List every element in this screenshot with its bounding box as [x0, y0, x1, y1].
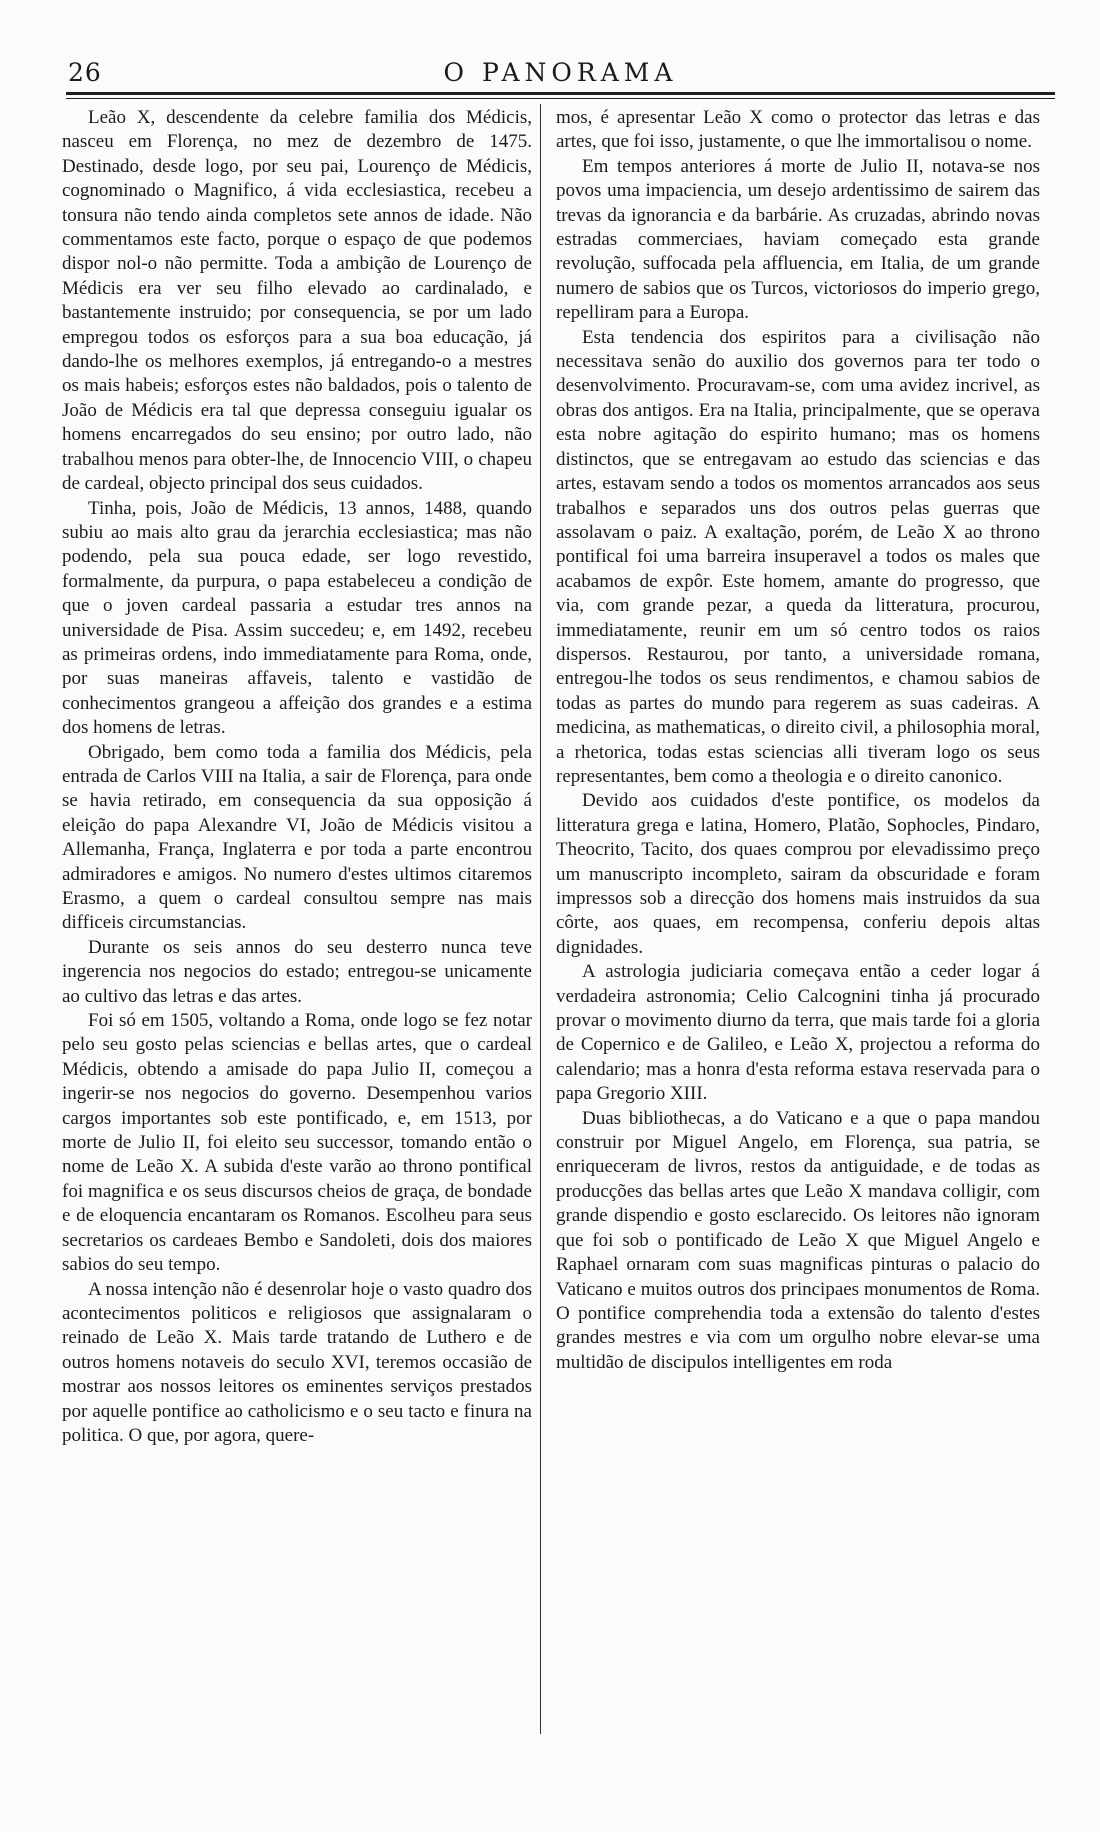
paragraph: A astrologia judiciaria começava então a ceder logar á verdadeira astronomia; Celio Calcognini tinha já procurado provar o movimento diurno da terra, que mais tarde foi a gloria de Copernico e de Galileo, e Leão X, projectou a reforma do calendario; mas a honra d'esta reforma estava reservada para o papa Gregorio XIII. — [556, 961, 1040, 1105]
paragraph: Devido aos cuidados d'este pontifice, os modelos da litteratura grega e latina, Homero, Platão, Sophocles, Pindaro, Theocrito, Tacito, dos quaes comprou por elevadissimo preço um manuscripto incompleto, sairam da obscuridade e foram impressos sob a direcção dos homens mais instruidos da sua côrte, aos quaes, em recompensa, conferiu depois altas dignidades. — [556, 790, 1040, 958]
left-column — [62, 106, 532, 1448]
paragraph: Foi só em 1505, voltando a Roma, onde logo se fez notar pelo seu gosto pelas sciencias e bellas artes, que o cardeal Médicis, obtendo a amisade do papa Julio II, começou a ingerir-se nos negocios do governo. Desempenhou varios cargos importantes sob este pontificado, e, em 1513, por morte de Julio II, foi eleito seu successor, tomando então o nome de Leão X. A subida d'este varão ao throno pontifical foi magnifica e os seus discursos cheios de graça, de bondade e de eloquencia encantaram os Romanos. Escolheu para seus secretarios os cardeaes Bembo e Sandoleti, dois dos maiores sabios do seu tempo. — [62, 1010, 532, 1276]
paragraph: Em tempos anteriores á morte de Julio II, notava-se nos povos uma impaciencia, um desejo ardentissimo de sairem das trevas da ignorancia e da barbárie. As cruzadas, abrindo novas estradas commerciaes, haviam começado esta grande revolução, suffocada pela affluencia, em Italia, de um grande numero de sabios que os Turcos, victoriosos do imperio grego, repelliram para a Europa. — [556, 155, 1040, 324]
paragraph: Leão X, descendente da celebre familia dos Médicis, nasceu em Florença, no mez de dezembro de 1475. Destinado, desde logo, por seu pai, Lourenço de Médicis, cognominado o Magnifico, á vida ecclesiastica, recebeu a tonsura não tendo ainda completos sete annos de idade. Não commentamos este facto, porque o espaço de que podemos dispor nol-o não permitte. Toda a ambição de Lourenço de Médicis era ver seu filho elevado ao cardinalado, e bastantemente instruido; por consequencia, se por um lado empregou todos os esforços para a sua boa educação, já dando-lhe os melhores exemplos, já entregando-o a mestres os mais habeis; esforços estes não baldados, pois o talento de João de Médicis era tal que depressa conseguiu igualar os homens encarregados do seu ensino; por outro lado, não trabalhou menos para obter-lhe, de Innocencio VIII, o chapeu de cardeal, objecto principal dos seus cuidados. — [62, 107, 532, 495]
paragraph: Tinha, pois, João de Médicis, 13 annos, 1488, quando subiu ao mais alto grau da jerarchia ecclesiastica; mas não podendo, pela sua pouca edade, ser logo revestido, formalmente, da purpura, o papa estabeleceu a condição de que o joven cardeal passaria a estudar tres annos na universidade de Pisa. Assim succedeu; e, em 1492, recebeu as primeiras ordens, indo immediatamente para Roma, onde, por suas maneiras affaveis, talento e vastidão de conhecimentos grangeou a affeição dos grandes e a estima dos homens de letras. — [62, 497, 532, 739]
paragraph: Esta tendencia dos espiritos para a civilisação não necessitava senão do auxilio dos governos para ter todo o desenvolvimento. Procuravam-se, com uma avidez incrivel, as obras dos antigos. Era na Italia, principalmente, que se operava esta nobre agitação do espirito humano; mas os homens distinctos, que se entregavam ao estudo das sciencias e das artes, estavam sendo a todos os momentos arrancados aos seus trabalhos e separados uns dos outros pelas guerras que assolavam o paiz. A exaltação, porém, de Leão X ao throno pontifical foi uma barreira insuperavel a todos os males que acabamos de expôr. Este homem, amante do progresso, que via, com grande pezar, a queda da litteratura, procurou, immediatamente, reunir em um só centro todos os raios dispersos. Restaurou, por tanto, a universidade romana, entregou-lhe todos os seus rendimentos, e chamou sabios de todas as partes do mundo para regerem as suas cadeiras. A medicina, as mathematicas, o direito civil, a philosophia moral, a rhetorica, todas estas sciencias alli tiveram logo os seus representantes, bem como a theologia e o direito canonico. — [556, 326, 1040, 787]
right-column — [556, 106, 1040, 1375]
header-rule-thick — [66, 92, 1055, 95]
paragraph: Durante os seis annos do seu desterro nunca teve ingerencia nos negocios do estado; entregou-se unicamente ao cultivo das letras e das artes. — [62, 936, 532, 1007]
page-header — [68, 58, 1053, 88]
paragraph: Obrigado, bem como toda a familia dos Médicis, pela entrada de Carlos VIII na Italia, a sair de Florença, para onde se havia retirado, em consequencia da sua opposição á eleição do papa Alexandre VI, João de Médicis visitou a Allemanha, França, Inglaterra e por toda a parte encontrou admiradores e amigos. No numero d'estes ultimos citaremos Erasmo, a quem o cardeal consultou sempre nas mais difficeis circumstancias. — [62, 741, 532, 934]
paragraph: Duas bibliothecas, a do Vaticano e a que o papa mandou construir por Miguel Angelo, em Florença, sua patria, se enriqueceram de livros, restos da antiguidade, e de todas as producções das bellas artes que Leão X mandava colligir, com grande dispendio e gosto esclarecido. Os leitores não ignoram que foi sob o pontificado de Leão X que Miguel Angelo e Raphael ornaram com suas magnificas pinturas o palacio do Vaticano e muitos outros dos principaes monumentos de Roma. O pontifice comprehendia toda a extensão do talento d'estes grandes mestres e via com um orgulho nobre elevar-se uma multidão de discipulos intelligentes em roda — [556, 1107, 1040, 1373]
paragraph-continued: mos, é apresentar Leão X como o protector das letras e das artes, que foi isso, justamente, o que lhe immortalisou o nome. — [556, 107, 1040, 153]
column-divider — [540, 104, 541, 1734]
paragraph: A nossa intenção não é desenrolar hoje o vasto quadro dos acontecimentos politicos e religiosos que assignalaram o reinado de Leão X. Mais tarde tratando de Luthero e de outros homens notaveis do seculo XVI, teremos occasião de mostrar aos nossos leitores os eminentes serviços prestados por aquelle pontifice ao catholicismo e o seu tacto e finura na politica. O que, por agora, quere- — [62, 1278, 532, 1446]
journal-title: O PANORAMA — [443, 58, 678, 87]
header-rule-thin — [66, 98, 1055, 99]
page-number: 26 — [68, 58, 102, 87]
